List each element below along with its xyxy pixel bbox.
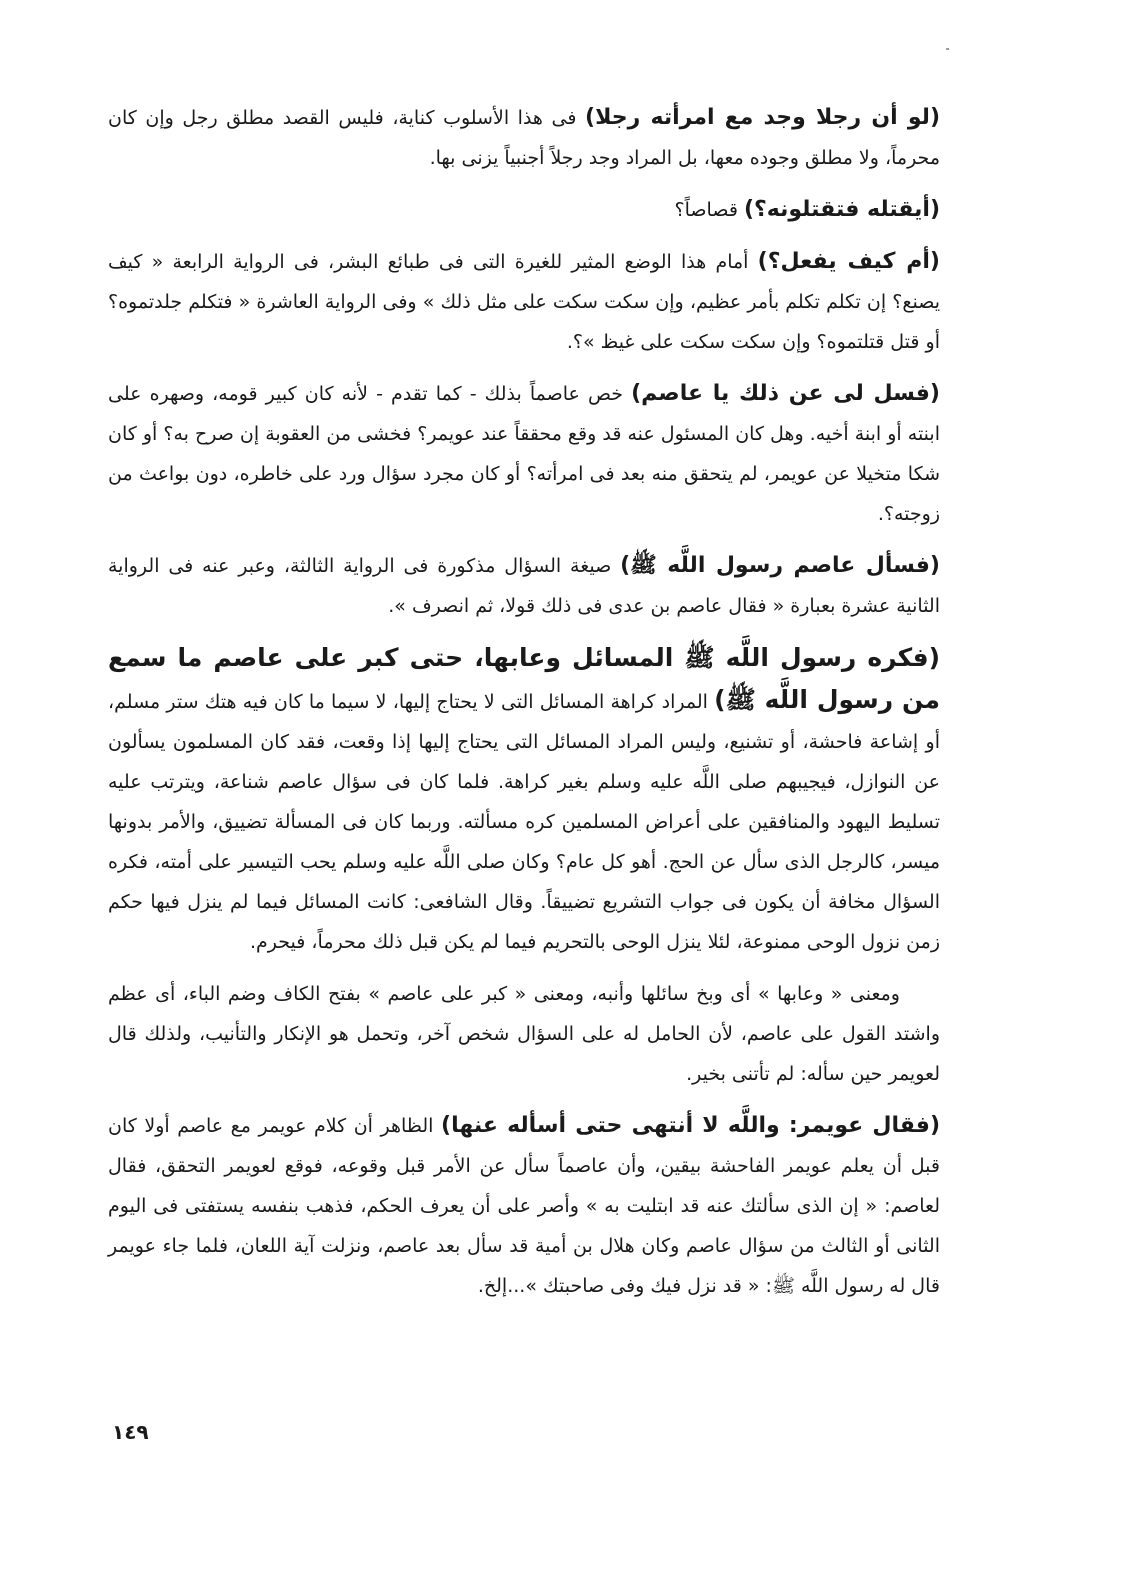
paragraph-3-body: أمام هذا الوضع المثير للغيرة التى فى طبائع البشر، فى الرواية الرابعة « كيف يصنع؟ إن تكلم تكلم بأمر عظيم، وإن سكت سكت على مثل ذلك » وفى الرواية العاشرة « فتكلم جلدتموه؟ أو قتل قتلتموه؟ وإن سكت سكت على غيظ »؟. (108, 251, 940, 353)
paragraph-4 (108, 374, 940, 534)
page-number: ١٤٩ (112, 1420, 149, 1444)
paragraph-1-lead: (لو أن رجلا وجد مع امرأته رجلا) (585, 105, 940, 130)
paragraph-4-lead: (فسل لى عن ذلك يا عاصم) (631, 381, 940, 406)
scan-mark (946, 48, 949, 50)
paragraph-5-body: صيغة السؤال مذكورة فى الرواية الثالثة، وعبر عنه فى الرواية الثانية عشرة بعبارة « فقال عاصم بن عدى فى ذلك قولا، ثم انصرف ». (108, 555, 940, 617)
paragraph-1-body: فى هذا الأسلوب كناية، فليس القصد مطلق رجل وإن كان محرماً، ولا مطلق وجوده معها، بل المراد وجد رجلاً أجنبياً يزنى بها. (108, 107, 940, 169)
paragraph-7-body: ومعنى « وعابها » أى وبخ سائلها وأنبه، ومعنى « كبر على عاصم » بفتح الكاف وضم الباء، أى عظم واشتد القول على عاصم، لأن الحامل له على السؤال شخص آخر، وتحمل هو الإنكار والتأنيب، ولذلك قال لعويمر حين سأله: لم تأتنى بخير. (108, 983, 940, 1085)
paragraph-6 (108, 638, 940, 962)
paragraph-6-lead: (فكره رسول اللَّه ﷺ المسائل وعابها، حتى كبر على عاصم ما سمع من رسول اللَّه ﷺ) (108, 643, 940, 714)
text-column (108, 98, 940, 1318)
paragraph-8 (108, 1106, 940, 1306)
paragraph-2 (108, 190, 940, 230)
paragraph-3-lead: (أم كيف يفعل؟) (757, 249, 940, 274)
paragraph-2-lead: (أيقتله فتقتلونه؟) (743, 197, 940, 222)
paragraph-8-lead: (فقال عويمر: واللَّه لا أنتهى حتى أسأله عنها) (441, 1113, 941, 1138)
paragraph-1 (108, 98, 940, 178)
paragraph-5-lead: (فسأل عاصم رسول اللَّه ﷺ) (620, 553, 940, 578)
paragraph-4-body: خص عاصماً بذلك - كما تقدم - لأنه كان كبير قومه، وصهره على ابنته أو ابنة أخيه. وهل كان المسئول عنه قد وقع محققاً عند عويمر؟ فخشى من العقوبة إن صرح به؟ أو كان شكا متخيلا عن عويمر، لم يتحقق منه بعد فى امرأته؟ أو كان مجرد سؤال ورد على خاطره، دون بواعث من زوجته؟. (108, 383, 940, 525)
paragraph-8-body: الظاهر أن كلام عويمر مع عاصم أولا كان قبل أن يعلم عويمر الفاحشة بيقين، وأن عاصماً سأل عن الأمر قبل وقوعه، فوقع لعويمر التحقق، فقال لعاصم: « إن الذى سألتك عنه قد ابتليت به » وأصر على أن يعرف الحكم، فذهب بنفسه يستفتى فى اليوم الثانى أو الثالث من سؤال عاصم وكان هلال بن أمية قد سأل بعد عاصم، ونزلت آية اللعان، فلما جاء عويمر قال له رسول اللَّه ﷺ: « قد نزل فيك وفى صاحبتك »...إلخ. (108, 1115, 940, 1297)
paragraph-6-body: المراد كراهة المسائل التى لا يحتاج إليها، لا سيما ما كان فيه هتك ستر مسلم، أو إشاعة فاحشة، أو تشنيع، وليس المراد المسائل التى يحتاج إليها إذا وقعت، فقد كان المسلمون يسألون عن النوازل، فيجيبهم صلى اللَّه عليه وسلم بغير كراهة. فلما كان فى سؤال عاصم شناعة، ويترتب عليه تسليط اليهود والمنافقين على أعراض المسلمين كره مسألته. وربما كان فى المسألة تضييق، والأمر بدونها ميسر، كالرجل الذى سأل عن الحج. أهو كل عام؟ وكان صلى اللَّه عليه وسلم يحب التيسير على أمته، فكره السؤال مخافة أن يكون فى جواب التشريع تضييقاً. وقال الشافعى: كانت المسائل فيما لم ينزل فيها حكم زمن نزول الوحى ممنوعة، لئلا ينزل الوحى بالتحريم فيما لم يكن قبل ذلك محرماً، فيحرم. (108, 691, 940, 953)
paragraph-7 (108, 974, 940, 1094)
paragraph-3 (108, 242, 940, 362)
paragraph-2-body: قصاصاً؟ (674, 199, 744, 221)
paragraph-5 (108, 546, 940, 626)
